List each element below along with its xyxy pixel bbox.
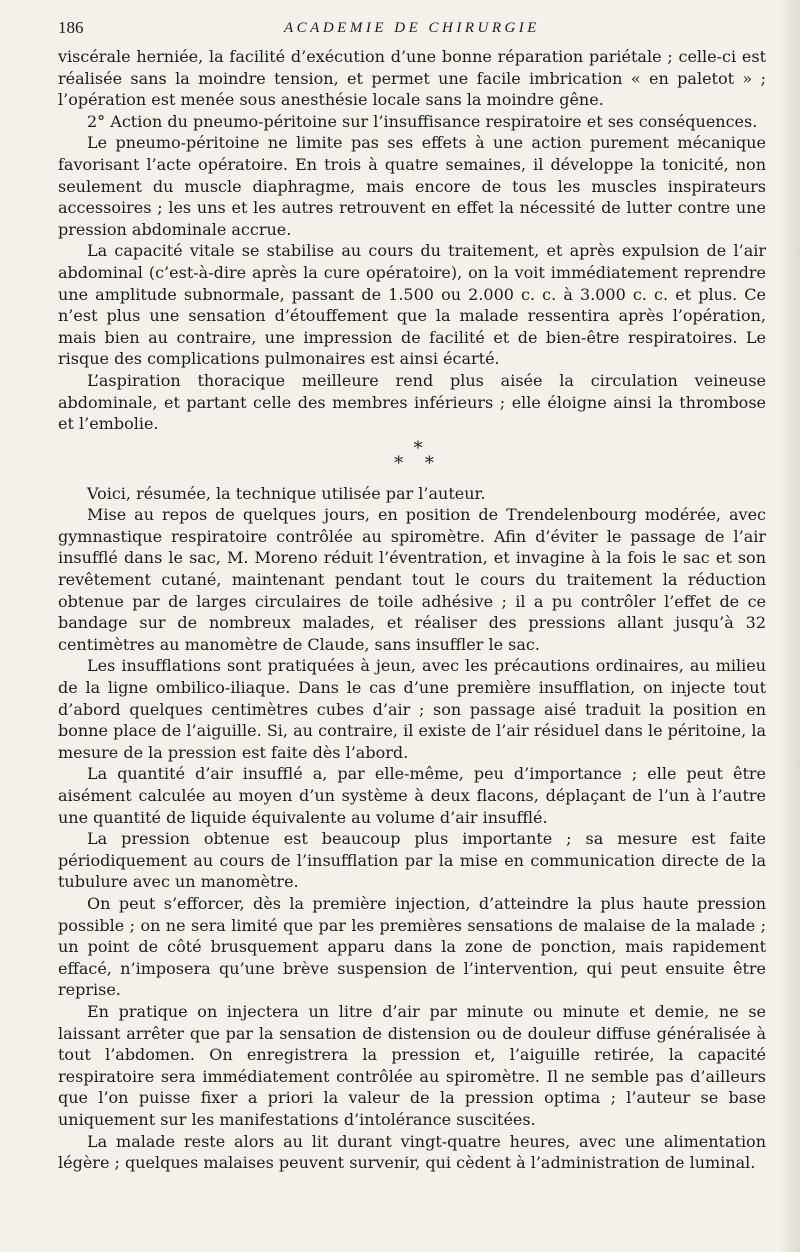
paragraph: On peut s’efforcer, dès la première injection, d’atteindre la plus haute pression possible ; on ne sera limité que par les premières sensations de malaise de la malade ; un point de côté brusquement apparu dans la zone de ponction, mais rapidement effacé, n’imposera qu’une brève suspension de l’intervention, qui peut ensuite être reprise.	[58, 893, 766, 1000]
paragraph: L’aspiration thoracique meilleure rend plus aisée la circulation veineuse abdominale, et partant celle des membres inférieurs ; elle éloigne ainsi la thrombose et l’embolie.	[58, 370, 766, 434]
paragraph: Mise au repos de quelques jours, en position de Trendelenbourg modérée, avec gymnastique respiratoire contrôlée au spiromètre. Afin d’éviter le passage de l’air insufflé dans le sac, M. Moreno réduit l’éventration, et invagine à la fois le sac et son revêtement cutané, maintenant pendant tout le cours du traitement la réduction obtenue par de larges circulaires de toile adhésive ; il a pu contrôler l’effet de ce bandage sur de nombreux malades, et réaliser des pressions allant jusqu’à 32 centimètres au manomètre de Claude, sans insuffler le sac.	[58, 505, 766, 654]
section-separator	[58, 437, 766, 474]
paragraph: Voici, résumée, la technique utilisée par l’auteur.	[87, 483, 486, 503]
body-text	[58, 46, 766, 1174]
paragraph: La malade reste alors au lit durant vingt-quatre heures, avec une alimentation légère ; quelques malaises peuvent survenir, qui cèdent à l’administration de luminal.	[58, 1131, 766, 1173]
paragraph: La quantité d’air insufflé a, par elle-même, peu d’importance ; elle peut être aisément calculée au moyen d’un système à deux flacons, déplaçant de l’un à l’autre une quantité de liquide équivalente au volume d’air insufflé.	[58, 764, 766, 827]
paragraph: Le pneumo-péritoine ne limite pas ses effets à une action purement mécanique favorisant l’acte opératoire. En trois à quatre semaines, il développe la tonicité, non seulement du muscle diaphragme, mais encore de tous les muscles inspirateurs accessoires ; les uns et les autres retrouvent en effet la nécessité de lutter contre une pression abdominale accrue.	[58, 133, 766, 239]
asterism-top: *	[413, 437, 423, 459]
page-header	[58, 18, 766, 46]
paragraph: La capacité vitale se stabilise au cours du traitement, et après expulsion de l’air abdominal (c’est-à-dire après la cure opératoire), on la voit immédiatement reprendre une amplitude subnormale, passant de 1.500 ou 2.000 c. c. à 3.000 c. c. et plus. Ce n’est plus une sensation d’étouffement que la malade ressentira après l’opération, mais bien au contraire, une impression de facilité et de bien-être respiratoires. Le risque des complications pulmonaires est ainsi écarté.	[58, 241, 766, 369]
paragraph: 2° Action du pneumo-péritoine sur l’insuffisance respiratoire et ses conséquences.	[87, 111, 758, 131]
paragraph: viscérale herniée, la facilité d’exécution d’une bonne réparation pariétale ; celle-ci est réalisée sans la moindre tension, et permet une facile imbrication « en paletot » ; l’opération est menée sous anesthésie locale sans la moindre gêne.	[58, 47, 766, 110]
paragraph: La pression obtenue est beaucoup plus importante ; sa mesure est faite périodiquement au cours de l’insufflation par la mise en communication directe de la tubulure avec un manomètre.	[58, 829, 766, 892]
page-edge-shadow	[778, 0, 800, 1252]
paragraph: En pratique on injectera un litre d’air par minute ou minute et demie, ne se laissant arrêter que par la sensation de distension ou de douleur diffuse généralisée à tout l’abdomen. On enregistrera la pression et, l’aiguille retirée, la capacité respiratoire sera immédiatement contrôlée au spiromètre. Il ne semble pas d’ailleurs que l’on puisse fixer a priori la valeur de la pression optima ; l’auteur se base uniquement sur les manifestations d’intolérance suscitées.	[58, 1001, 766, 1129]
page-number: 186	[58, 18, 84, 37]
document-page	[58, 18, 766, 1174]
paragraph: Les insufflations sont pratiquées à jeun, avec les précautions ordinaires, au milieu de la ligne ombilico-iliaque. Dans le cas d’une première insufflation, on injecte tout d’abord quelques centimètres cubes d’air ; son passage aisé traduit la position en bonne place de l’aiguille. Si, au contraire, il existe de l’air résiduel dans le péritoine, la mesure de la pression est faite dès l’abord.	[58, 656, 766, 762]
running-title: ACADEMIE DE CHIRURGIE	[284, 20, 540, 36]
asterism-bottom: * *	[394, 452, 442, 474]
